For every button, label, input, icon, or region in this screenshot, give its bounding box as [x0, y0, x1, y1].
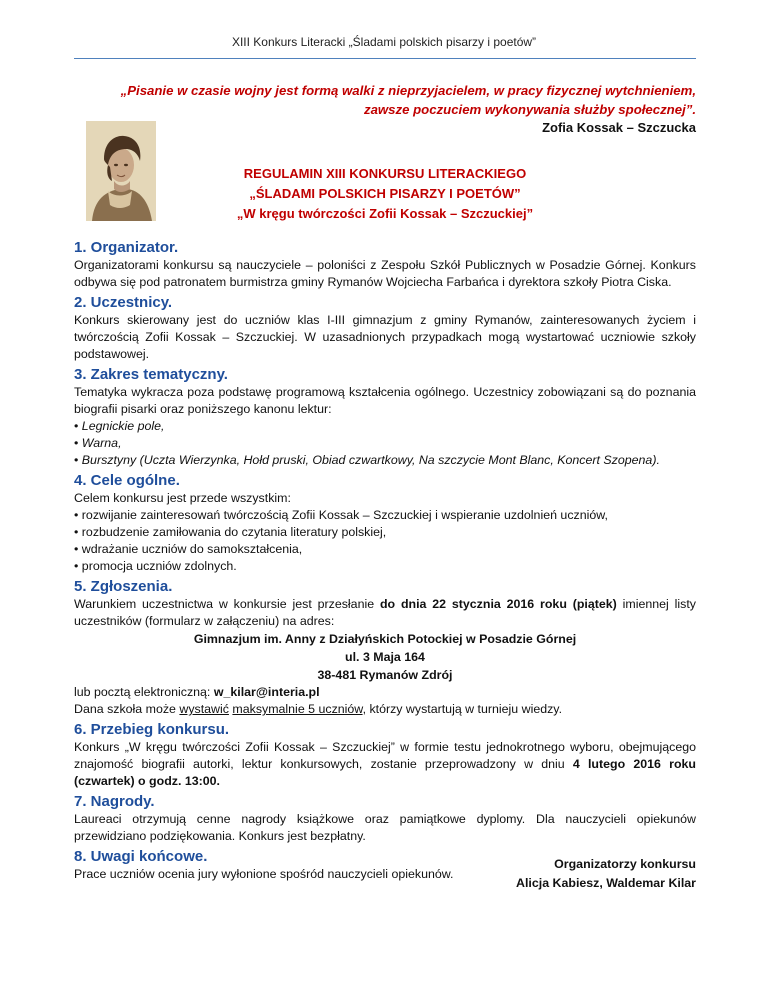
email-address: w_kilar@interia.pl	[213, 685, 320, 699]
list-item: • Bursztyny (Uczta Wierzynka, Hołd pruski, Obiad czwartkowy, Na szczycie Mont Blanc, Koncert Szopena).	[74, 453, 660, 467]
contest-date: 4 lutego 2016 roku (czwartek) o godz. 13:00.	[74, 757, 696, 788]
section-heading-applications: 5. Zgłoszenia.	[74, 578, 173, 595]
section-text-prizes: Laureaci otrzymują cenne nagrody książkowe oraz pamiątkowe dyplomy. Dla nauczycieli opiekunów przewidziano podziękowania. Konkurs jest bezpłatny.	[74, 812, 696, 843]
title-line-3: „W kręgu twórczości Zofii Kossak – Szczuckiej”	[236, 206, 534, 221]
title-line-1: REGULAMIN XIII KONKURSU LITERACKIEGO	[243, 166, 527, 181]
bullet-icon: •	[74, 436, 79, 450]
list-item: • rozwijanie zainteresowań twórczością Zofii Kossak – Szczuckiej i wspieranie uzdolnień uczniów,	[74, 508, 608, 522]
bullet-icon: •	[74, 559, 79, 573]
section-text-goals: Celem konkursu jest przede wszystkim:	[74, 491, 291, 505]
document-title	[74, 164, 696, 224]
list-item: • wdrażanie uczniów do samokształcenia,	[74, 542, 303, 556]
section-heading-goals: 4. Cele ogólne.	[74, 472, 180, 489]
section-text-applications: Warunkiem uczestnictwa w konkursie jest przesłanie do dnia 22 stycznia 2016 roku (piątek) imiennej listy uczestników (formularz w załączeniu) na adres:	[74, 597, 696, 628]
section-text-organizer: Organizatorami konkursu są nauczyciele – poloniści z Zespołu Szkół Publicznych w Posadzie Górnej. Konkurs odbywa się pod patronatem burmistrza gminy Rymanów Wojciecha Farbańca i dyrektora szkoły Piotra Ciska.	[74, 258, 696, 289]
bullet-icon: •	[74, 453, 79, 467]
section-heading-procedure: 6. Przebieg konkursu.	[74, 721, 230, 738]
deadline-date: do dnia 22 stycznia 2016 roku (piątek)	[379, 597, 617, 611]
section-text-participants: Konkurs skierowany jest do uczniów klas I-III gimnazjum z gminy Rymanów, zainteresowanych życiem i twórczością Zofii Kossak – Szczuckiej. W uzasadnionych przypadkach mogą wystartować uczniowie szkoły podstawowej.	[74, 313, 696, 361]
section-heading-final-notes: 8. Uwagi końcowe.	[74, 848, 208, 865]
section-heading-participants: 2. Uczestnicy.	[74, 294, 173, 311]
section-text-scope: Tematyka wykracza poza podstawę programową kształcenia ogólnego. Uczestnicy zobowiązani są do poznania biografii pisarki oraz poniższego kanonu lektur:	[74, 385, 696, 416]
address-line: ul. 3 Maja 164	[345, 650, 425, 664]
signature-names: Alicja Kabiesz, Waldemar Kilar	[516, 876, 696, 890]
epigraph-quote	[74, 81, 696, 119]
section-heading-organizer: 1. Organizator.	[74, 239, 179, 256]
bullet-icon: •	[74, 508, 79, 522]
list-item: • Legnickie pole,	[74, 419, 165, 433]
list-item: • rozbudzenie zamiłowania do czytania literatury polskiej,	[74, 525, 387, 539]
list-item: • promocja uczniów zdolnych.	[74, 559, 237, 573]
section-heading-prizes: 7. Nagrody.	[74, 793, 155, 810]
regulations-body	[74, 236, 696, 883]
address-line: Gimnazjum im. Anny z Działyńskich Potockiej w Posadzie Górnej	[193, 632, 577, 646]
signature-title: Organizatorzy konkursu	[554, 857, 696, 871]
title-line-2: „ŚLADAMI POLSKICH PISARZY I POETÓW”	[249, 186, 521, 201]
quote-line-2: zawsze poczuciem wykonywania służby społecznej”.	[364, 102, 696, 117]
participant-limit-line: Dana szkoła może wystawić maksymalnie 5 uczniów, którzy wystartują w turnieju wiedzy.	[74, 702, 563, 716]
section-text-procedure: Konkurs „W kręgu twórczości Zofii Kossak – Szczuckiej” w formie testu jednokrotnego wyboru, obejmującego znajomość biografii autorki, lektur konkursowych, zostanie przeprowadzony w dniu 4 lutego 2016 roku (czwartek) o godz. 13:00.	[74, 740, 696, 788]
page-header: XIII Konkurs Literacki „Śladami polskich pisarzy i poetów”	[231, 35, 537, 49]
address-line: 38-481 Rymanów Zdrój	[317, 668, 453, 682]
header-rule	[74, 58, 696, 59]
quote-line-1: „Pisanie w czasie wojny jest formą walki z nieprzyjacielem, w pracy fizycznej wytchnieniem,	[120, 83, 696, 98]
bullet-icon: •	[74, 542, 79, 556]
section-heading-scope: 3. Zakres tematyczny.	[74, 366, 228, 383]
bullet-icon: •	[74, 419, 79, 433]
section-text-final-notes: Prace uczniów ocenia jury wyłonione spośród nauczycieli opiekunów.	[74, 867, 454, 881]
list-item: • Warna,	[74, 436, 122, 450]
signature-block	[74, 855, 696, 893]
email-line: lub pocztą elektroniczną: w_kilar@interia.pl	[74, 685, 320, 699]
bullet-icon: •	[74, 525, 79, 539]
quote-author: Zofia Kossak – Szczucka	[542, 120, 696, 135]
